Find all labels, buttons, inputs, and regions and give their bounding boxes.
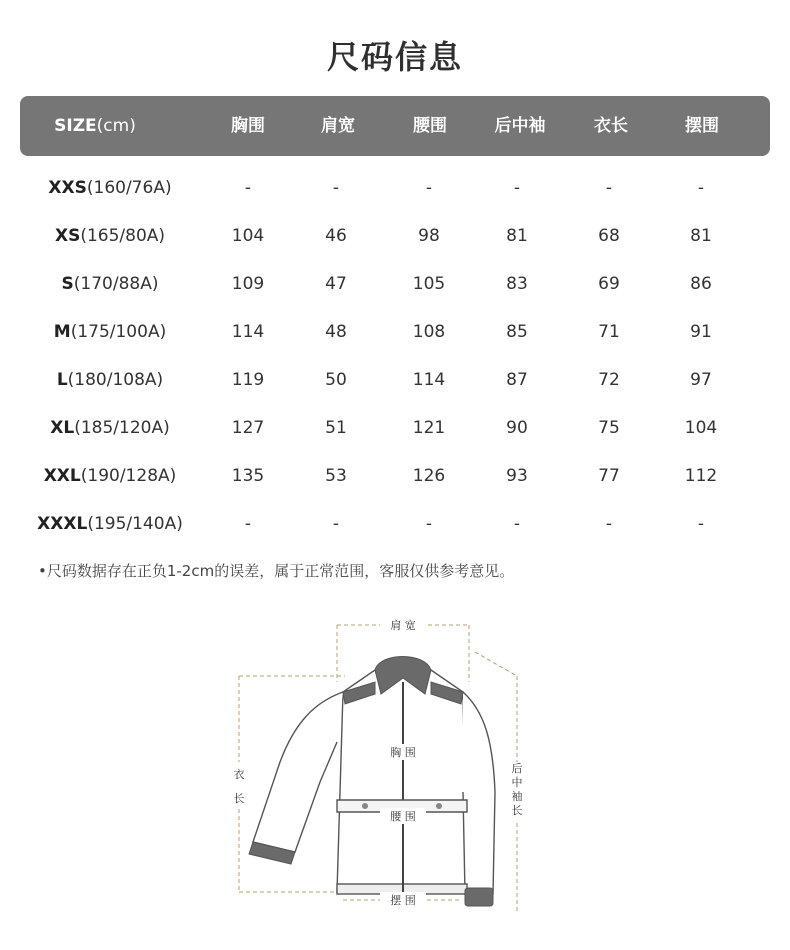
label-sleeve-3: 袖 bbox=[511, 790, 523, 803]
row-size bbox=[15, 356, 205, 404]
row-size-code: XS bbox=[54, 226, 81, 246]
size-note: •尺码数据存在正负1-2cm的误差，属于正常范围，客服仅供参考意见。 bbox=[38, 562, 515, 580]
row-value: - bbox=[605, 178, 613, 198]
header-sleeve: 后中袖 bbox=[494, 116, 546, 136]
row-value: 126 bbox=[412, 466, 446, 486]
row-size bbox=[15, 308, 205, 356]
row-size-code: XXL bbox=[43, 466, 81, 486]
header-size-unit: (cm) bbox=[96, 116, 136, 136]
row-value: - bbox=[513, 514, 521, 534]
table-row bbox=[0, 212, 790, 260]
row-size bbox=[15, 404, 205, 452]
row-value: 114 bbox=[231, 322, 265, 342]
header-size-label: SIZE bbox=[54, 116, 97, 136]
row-value: - bbox=[513, 178, 521, 198]
header-shoulder: 肩宽 bbox=[321, 116, 355, 136]
label-shoulder: 肩 宽 bbox=[390, 619, 416, 632]
row-value: 47 bbox=[325, 274, 347, 294]
row-size-code: L bbox=[56, 370, 68, 390]
row-value: 90 bbox=[506, 418, 528, 438]
row-value: 112 bbox=[684, 466, 718, 486]
row-value: 135 bbox=[231, 466, 265, 486]
label-length-1: 衣 bbox=[233, 768, 245, 781]
table-row bbox=[0, 356, 790, 404]
header-length: 衣长 bbox=[594, 116, 628, 136]
row-value: 119 bbox=[231, 370, 265, 390]
row-value: 87 bbox=[506, 370, 528, 390]
row-value: 127 bbox=[231, 418, 265, 438]
row-value: 86 bbox=[690, 274, 712, 294]
row-value: 97 bbox=[690, 370, 712, 390]
row-value: 50 bbox=[325, 370, 347, 390]
label-sleeve-4: 长 bbox=[511, 804, 523, 817]
label-sleeve-2: 中 bbox=[511, 776, 523, 789]
table-row bbox=[0, 500, 790, 548]
row-value: 105 bbox=[412, 274, 446, 294]
size-table-header bbox=[20, 96, 770, 156]
table-row bbox=[0, 260, 790, 308]
row-size-dims: (195/140A) bbox=[87, 514, 183, 534]
label-length-2: 长 bbox=[233, 792, 245, 805]
label-waist: 腰 围 bbox=[390, 810, 416, 823]
row-value: 77 bbox=[598, 466, 620, 486]
row-value: - bbox=[332, 514, 340, 534]
row-size-code: XXXL bbox=[37, 514, 88, 534]
row-size-code: S bbox=[61, 274, 74, 294]
row-value: 69 bbox=[598, 274, 620, 294]
row-size-dims: (160/76A) bbox=[86, 178, 172, 198]
row-size-dims: (175/100A) bbox=[70, 322, 167, 342]
jacket-button-left bbox=[362, 803, 368, 809]
table-row bbox=[0, 308, 790, 356]
row-value: - bbox=[697, 178, 705, 198]
row-value: - bbox=[425, 178, 433, 198]
row-value: 48 bbox=[325, 322, 347, 342]
table-row bbox=[0, 452, 790, 500]
label-chest: 胸 围 bbox=[390, 746, 416, 759]
row-size bbox=[15, 212, 205, 260]
row-value: 72 bbox=[598, 370, 620, 390]
label-hem: 摆 围 bbox=[390, 894, 416, 907]
row-value: 75 bbox=[598, 418, 620, 438]
row-value: 109 bbox=[231, 274, 265, 294]
row-value: 46 bbox=[325, 226, 347, 246]
row-size-dims: (165/80A) bbox=[80, 226, 166, 246]
table-row bbox=[0, 164, 790, 212]
row-value: - bbox=[332, 178, 340, 198]
row-size-code: XL bbox=[50, 418, 75, 438]
header-waist: 腰围 bbox=[413, 116, 447, 136]
table-row bbox=[0, 404, 790, 452]
row-value: 93 bbox=[506, 466, 528, 486]
row-size bbox=[15, 164, 205, 212]
row-size-code: M bbox=[53, 322, 71, 342]
row-value: 83 bbox=[506, 274, 528, 294]
row-size bbox=[15, 452, 205, 500]
row-size-dims: (180/108A) bbox=[67, 370, 164, 390]
row-size bbox=[15, 500, 205, 548]
page-title: 尺码信息 bbox=[326, 38, 463, 76]
row-size bbox=[15, 260, 205, 308]
jacket-measurement-diagram bbox=[225, 612, 535, 934]
row-value: 114 bbox=[412, 370, 446, 390]
row-value: 104 bbox=[231, 226, 265, 246]
row-value: 53 bbox=[325, 466, 347, 486]
row-value: 81 bbox=[690, 226, 712, 246]
jacket-button-right bbox=[436, 803, 442, 809]
jacket-illustration bbox=[225, 612, 535, 934]
row-value: - bbox=[425, 514, 433, 534]
row-value: 104 bbox=[684, 418, 718, 438]
row-size-dims: (190/128A) bbox=[80, 466, 177, 486]
row-value: - bbox=[697, 514, 705, 534]
row-value: 51 bbox=[325, 418, 347, 438]
label-sleeve-1: 后 bbox=[511, 762, 523, 775]
row-value: 91 bbox=[690, 322, 712, 342]
row-value: 81 bbox=[506, 226, 528, 246]
row-value: - bbox=[244, 514, 252, 534]
row-value: 121 bbox=[412, 418, 446, 438]
row-value: 98 bbox=[418, 226, 440, 246]
row-value: 71 bbox=[598, 322, 620, 342]
header-hem: 摆围 bbox=[685, 116, 719, 136]
row-value: - bbox=[244, 178, 252, 198]
header-chest: 胸围 bbox=[231, 116, 265, 136]
row-value: 85 bbox=[506, 322, 528, 342]
row-value: 108 bbox=[412, 322, 446, 342]
row-size-code: XXS bbox=[48, 178, 87, 198]
row-value: - bbox=[605, 514, 613, 534]
row-value: 68 bbox=[598, 226, 620, 246]
header-size bbox=[20, 96, 170, 156]
row-size-dims: (170/88A) bbox=[73, 274, 159, 294]
row-size-dims: (185/120A) bbox=[74, 418, 170, 438]
